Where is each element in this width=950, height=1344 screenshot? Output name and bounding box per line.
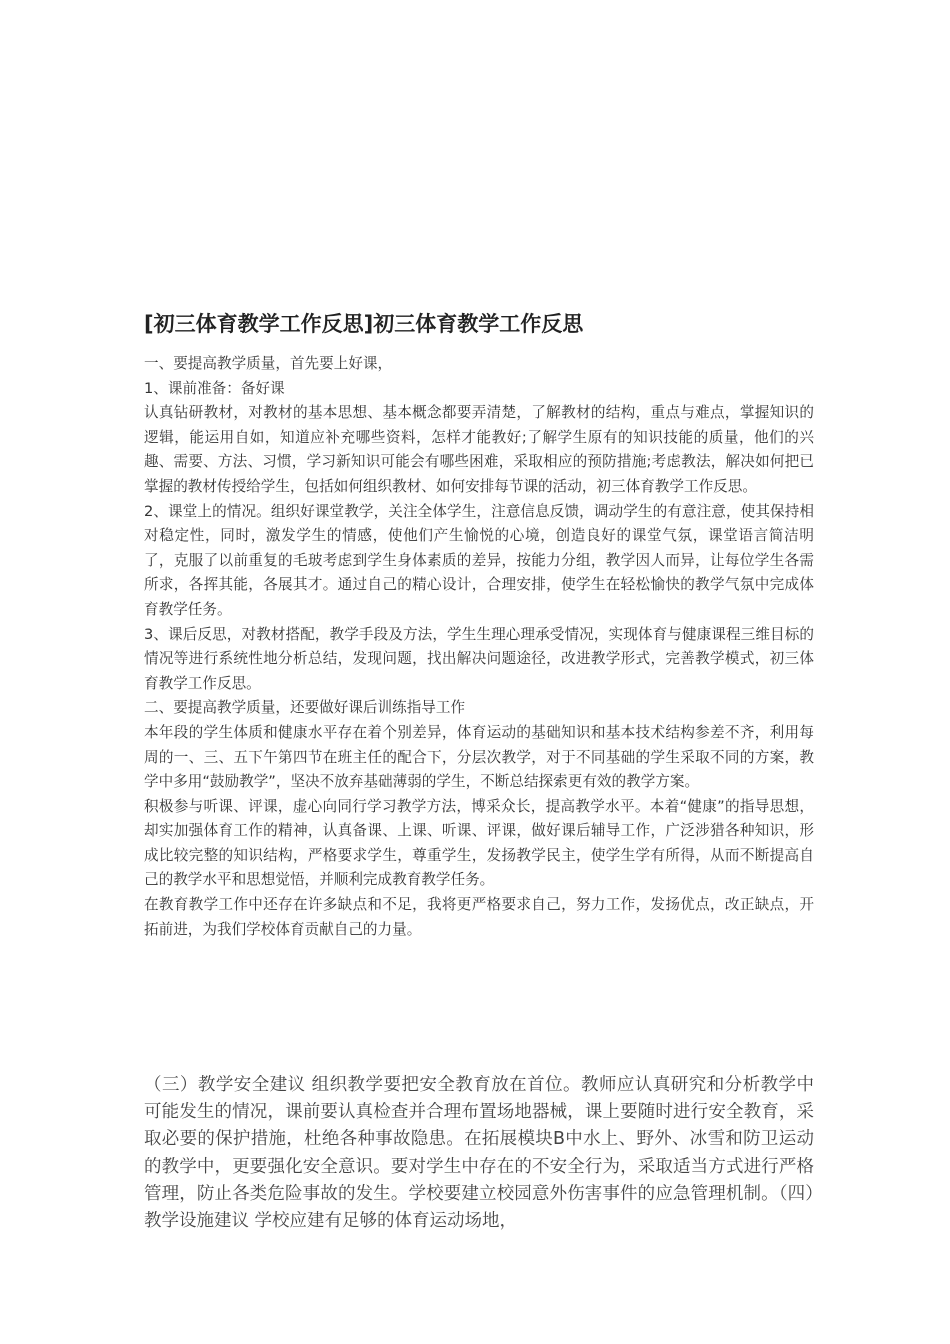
document-title: [初三体育教学工作反思]初三体育教学工作反思 — [144, 312, 584, 336]
article-body — [144, 352, 814, 942]
paragraph-observation: 积极参与听课、评课，虚心向同行学习教学方法，博采众长，提高教学水平。本着“健康”的指导思想，却实加强体育工作的精神，认真备课、上课、听课、评课，做好课后辅导工作，广泛涉猎各种知识，形成比较完整的知识结构，严格要求学生，尊重学生，发扬教学民主，使学生学有所得，从而不断提高自己的教学水平和思想觉悟，并顺利完成教育教学任务。 — [144, 797, 814, 889]
addendum-paragraph: （三）教学安全建议 组织教学要把安全教育放在首位。教师应认真研究和分析教学中可能发生的情况，课前要认真检查并合理布置场地器械，课上要随时进行安全教育，采取必要的保护措施，杜绝各种事故隐患。在拓展模块B中水上、野外、冰雪和防卫运动的教学中，更要强化安全意识。要对学生中存在的不安全行为，采取适当方式进行严格管理，防止各类危险事故的发生。学校要建立校园意外伤害事件的应急管理机制。（四）教学设施建议 学校应建有足够的体育运动场地， — [144, 1075, 814, 1232]
paragraph-differences: 本年段的学生体质和健康水平存在着个别差异，体育运动的基础知识和基本技术结构参差不齐，利用每周的一、三、五下午第四节在班主任的配合下，分层次教学，对于不同基础的学生采取不同的方案，教学中多用“鼓励教学”，坚决不放弃基础薄弱的学生，不断总结探索更有效的教学方案。 — [144, 723, 814, 791]
paragraph-classroom: 2、课堂上的情况。组织好课堂教学，关注全体学生，注意信息反馈，调动学生的有意注意，使其保持相对稳定性，同时，激发学生的情感，使他们产生愉悦的心境，创造良好的课堂气氛，课堂语言简洁明了，克服了以前重复的毛玻考虑到学生身体素质的差异，按能力分组，教学因人而异，让每位学生各需所求，各挥其能，各展其才。通过自己的精心设计，合理安排，使学生在轻松愉快的教学气氛中完成体育教学任务。 — [144, 502, 814, 618]
paragraph-preparation: 认真钻研教材，对教材的基本思想、基本概念都要弄清楚，了解教材的结构，重点与难点，掌握知识的逻辑，能运用自如，知道应补充哪些资料，怎样才能教好;了解学生原有的知识技能的质量，他们的兴趣、需要、方法、习惯，学习新知识可能会有哪些困难，采取相应的预防措施;考虑教法，解决如何把已掌握的教材传授给学生，包括如何组织教材、如何安排每节课的活动，初三体育教学工作反思。 — [144, 404, 814, 495]
section-heading-1: 一、要提高教学质量，首先要上好课， — [144, 355, 393, 372]
subheading-preparation: 1、课前准备：备好课 — [144, 379, 285, 397]
paragraph-reflection: 3、课后反思，对教材搭配，教学手段及方法，学生生理心理承受情况，实现体育与健康课程三维目标的情况等进行系统性地分析总结，发现问题，找出解决问题途径，改进教学形式，完善教学模式，初三体育教学工作反思。 — [144, 625, 814, 692]
section-heading-2: 二、要提高教学质量，还要做好课后训练指导工作 — [144, 699, 466, 717]
paragraph-conclusion: 在教育教学工作中还存在许多缺点和不足，我将更严格要求自己，努力工作，发扬优点，改正缺点，开拓前进，为我们学校体育贡献自己的力量。 — [144, 896, 814, 938]
